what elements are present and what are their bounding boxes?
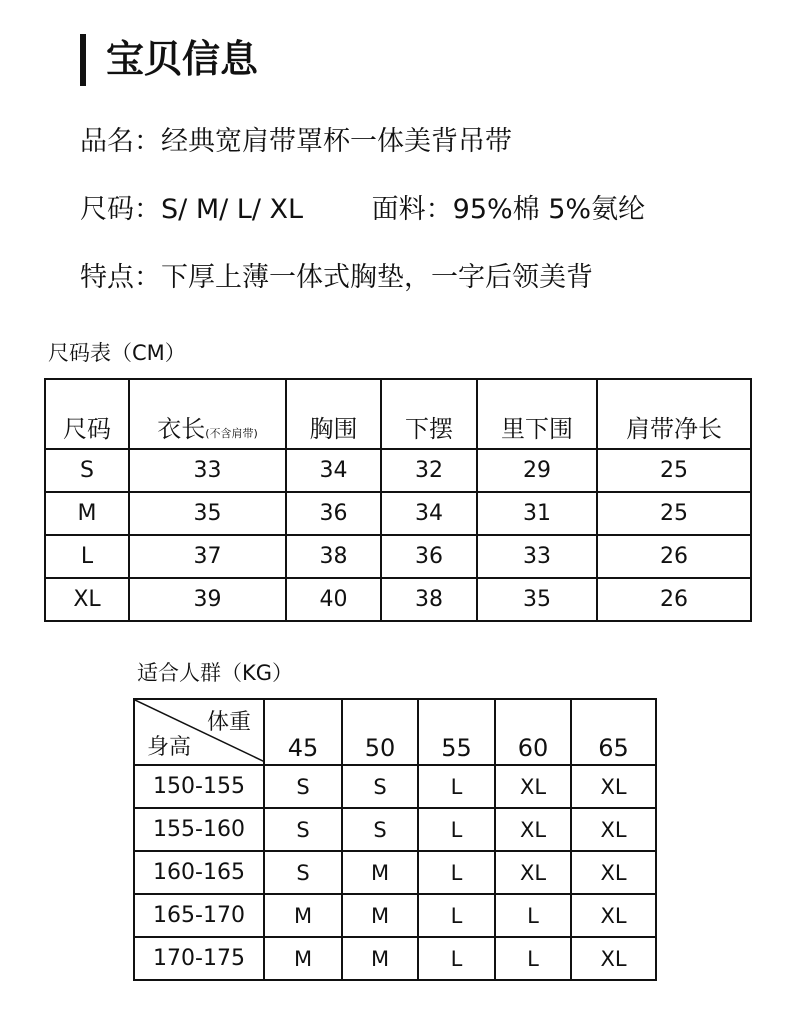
cell-size: S — [45, 449, 129, 492]
header-strap: 肩带净长 — [597, 379, 751, 449]
cell-underbust: 31 — [477, 492, 597, 535]
corner-weight-label: 体重 — [206, 710, 251, 735]
size-cell: XL — [495, 765, 571, 808]
size-cell: L — [495, 894, 571, 937]
cell-chest: 38 — [286, 535, 381, 578]
height-range-cell: 165-170 — [134, 894, 264, 937]
corner-height-label: 身高 — [147, 735, 192, 760]
cell-size: M — [45, 492, 129, 535]
cell-underbust: 33 — [477, 535, 597, 578]
cell-hem: 32 — [381, 449, 477, 492]
fit-table — [133, 698, 657, 981]
header-underbust: 里下围 — [477, 379, 597, 449]
cell-length: 35 — [129, 492, 286, 535]
section-title-bar — [80, 34, 86, 86]
header-length-note: (不含肩带) — [205, 427, 258, 440]
size-cell: M — [264, 894, 342, 937]
weight-header: 55 — [418, 699, 495, 765]
height-range-cell: 170-175 — [134, 937, 264, 980]
section-title: 宝贝信息 — [106, 37, 259, 81]
size-cell: M — [342, 937, 418, 980]
size-cell: S — [342, 765, 418, 808]
header-size: 尺码 — [45, 379, 129, 449]
cell-underbust: 35 — [477, 578, 597, 621]
size-cell: XL — [571, 894, 656, 937]
size-cell: XL — [571, 937, 656, 980]
fit-table-caption: 适合人群（KG） — [137, 661, 294, 685]
fit-table-header-row — [134, 699, 656, 765]
cell-length: 37 — [129, 535, 286, 578]
table-row — [134, 894, 656, 937]
table-row — [45, 578, 751, 621]
cell-underbust: 29 — [477, 449, 597, 492]
cell-strap: 25 — [597, 449, 751, 492]
cell-hem: 36 — [381, 535, 477, 578]
cell-chest: 34 — [286, 449, 381, 492]
feature-line — [80, 264, 593, 291]
size-cell: S — [264, 765, 342, 808]
size-cell: S — [264, 808, 342, 851]
size-cell: XL — [571, 808, 656, 851]
table-row — [134, 765, 656, 808]
size-cell: L — [418, 937, 495, 980]
weight-header: 45 — [264, 699, 342, 765]
cell-size: XL — [45, 578, 129, 621]
product-name-text: 品名：经典宽肩带罩杯一体美背吊带 — [80, 126, 512, 157]
header-chest: 胸围 — [286, 379, 381, 449]
cell-strap: 26 — [597, 535, 751, 578]
fabric-text: 面料：95%棉 5%氨纶 — [371, 194, 646, 225]
cell-chest: 40 — [286, 578, 381, 621]
size-table — [44, 378, 752, 622]
cell-hem: 34 — [381, 492, 477, 535]
size-cell: S — [342, 808, 418, 851]
cell-length: 33 — [129, 449, 286, 492]
header-length — [129, 379, 286, 449]
size-cell: S — [264, 851, 342, 894]
size-table-caption: 尺码表（CM） — [48, 341, 186, 365]
size-list-text: 尺码：S/ M/ L/ XL — [80, 194, 304, 225]
table-row — [134, 937, 656, 980]
height-range-cell: 160-165 — [134, 851, 264, 894]
weight-header: 60 — [495, 699, 571, 765]
height-range-cell: 155-160 — [134, 808, 264, 851]
weight-header: 50 — [342, 699, 418, 765]
cell-size: L — [45, 535, 129, 578]
size-cell: M — [342, 894, 418, 937]
size-cell: XL — [571, 765, 656, 808]
size-cell: M — [342, 851, 418, 894]
feature-text: 特点：下厚上薄一体式胸垫，一字后领美背 — [80, 262, 593, 293]
cell-length: 39 — [129, 578, 286, 621]
cell-hem: 38 — [381, 578, 477, 621]
size-fabric-line — [80, 196, 645, 223]
cell-chest: 36 — [286, 492, 381, 535]
size-cell: XL — [571, 851, 656, 894]
table-row — [134, 851, 656, 894]
weight-header: 65 — [571, 699, 656, 765]
table-row — [45, 535, 751, 578]
size-cell: L — [418, 808, 495, 851]
size-cell: L — [418, 765, 495, 808]
table-row — [134, 808, 656, 851]
header-hem: 下摆 — [381, 379, 477, 449]
size-cell: L — [418, 851, 495, 894]
table-row — [45, 492, 751, 535]
size-cell: XL — [495, 851, 571, 894]
size-cell: L — [495, 937, 571, 980]
header-length-label: 衣长 — [157, 415, 206, 443]
table-row — [45, 449, 751, 492]
cell-strap: 25 — [597, 492, 751, 535]
product-name-line — [80, 128, 512, 155]
corner-header-cell — [134, 699, 264, 765]
size-table-header-row — [45, 379, 751, 449]
size-cell: XL — [495, 808, 571, 851]
size-cell: M — [264, 937, 342, 980]
height-range-cell: 150-155 — [134, 765, 264, 808]
size-cell: L — [418, 894, 495, 937]
cell-strap: 26 — [597, 578, 751, 621]
